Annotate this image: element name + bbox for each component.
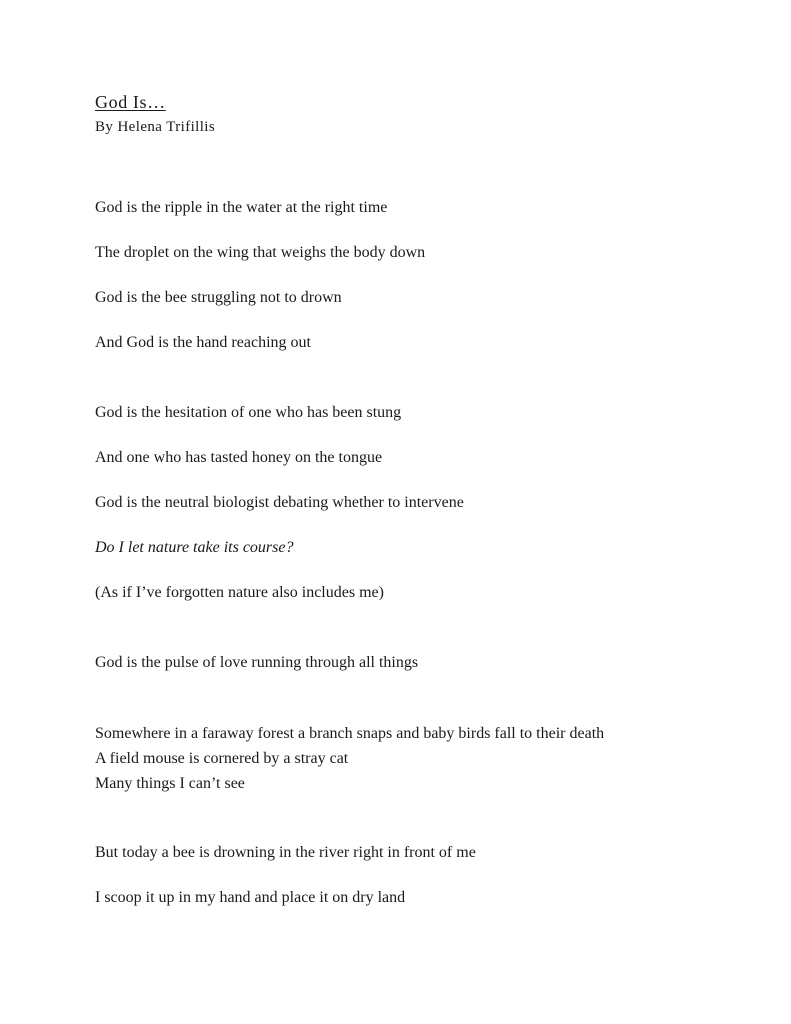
poem-line: God is the ripple in the water at the right time [95, 199, 388, 216]
stanza-1 [95, 185, 703, 365]
poem-line: (As if I’ve forgotten nature also includes me) [95, 584, 384, 601]
poem-line: God is the pulse of love running through all things [95, 654, 419, 671]
poem-line: A field mouse is cornered by a stray cat [95, 750, 349, 767]
poem-line: And God is the hand reaching out [95, 334, 311, 351]
poem-line: But today a bee is drowning in the river right in front of me [95, 844, 476, 861]
stanza-3 [95, 640, 703, 685]
poem-line: Many things I can’t see [95, 775, 245, 792]
poem-line: Somewhere in a faraway forest a branch snaps and baby birds fall to their death [95, 725, 605, 742]
poem-line: God is the neutral biologist debating whether to intervene [95, 494, 464, 511]
stanza-4 [95, 721, 703, 796]
poem-title: God Is… [95, 92, 166, 112]
poem-byline: By Helena Trifillis [95, 119, 216, 135]
poem-line: The droplet on the wing that weighs the body down [95, 244, 426, 261]
poem-line: I scoop it up in my hand and place it on dry land [95, 889, 406, 906]
poem-line: God is the hesitation of one who has been stung [95, 404, 402, 421]
poem-line-italic: Do I let nature take its course? [95, 539, 294, 556]
stanza-5 [95, 830, 703, 920]
stanza-2 [95, 390, 703, 615]
poem-line: And one who has tasted honey on the tongue [95, 449, 383, 466]
poem-line: God is the bee struggling not to drown [95, 289, 342, 306]
